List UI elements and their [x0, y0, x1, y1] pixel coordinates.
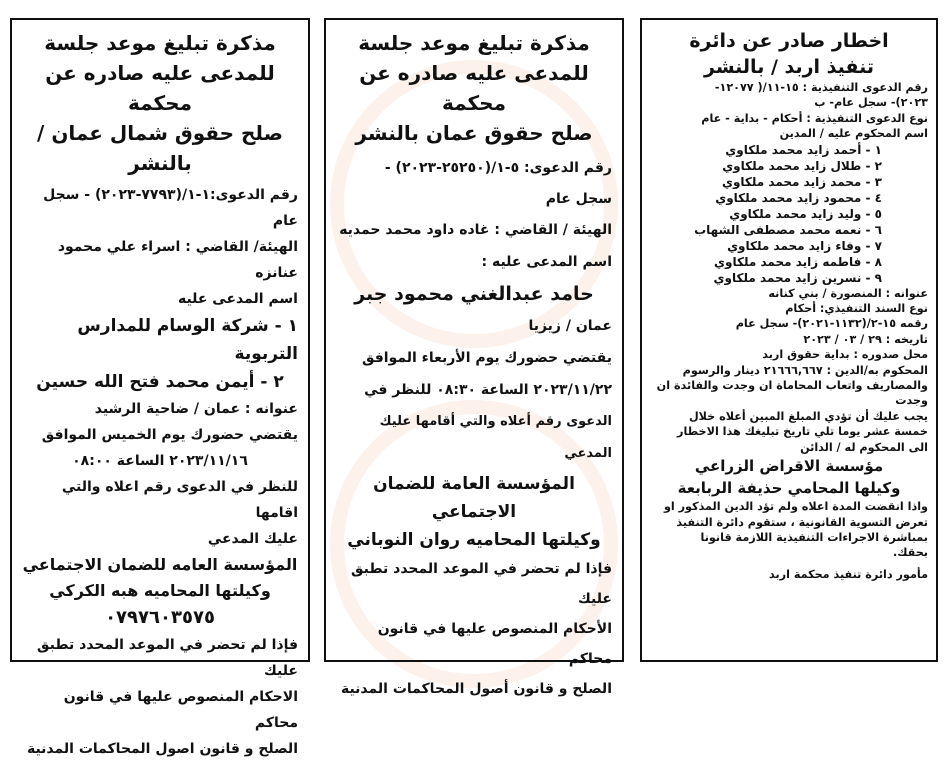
notice-north-amman [10, 18, 310, 757]
info-line: رقمه ١٥-٢/(١١٣٢-٢٠٢١)- سجل عام [735, 317, 928, 331]
phone-number: ٠٧٩٧٦٠٣٥٧٥ [105, 607, 215, 628]
notice-irbid-execution [640, 18, 938, 662]
case-number: سجل عام [545, 191, 612, 207]
defendant-name: ١ - شركة الوسام للمدارس التربوية [77, 316, 298, 364]
judge: الهيئة/ القاضي : اسراء علي محمود عنانزه [57, 239, 298, 281]
defendant-name: ٢ - أيمن محمد فتح الله حسين [36, 372, 284, 392]
debtor-name: ٢ - طلال زايد محمد ملكاوي [722, 158, 882, 173]
defendant-label: اسم المدعى عليه : [481, 254, 612, 270]
info-line: نوع الدعوى التنفيذية : أحكام - بداية - عام [701, 111, 928, 125]
judge: الهيئة / القاضي : غاده داود محمد حمديه [339, 222, 612, 238]
body-text: الدعوى رقم أعلاه والتي أقامها عليك المدعي [379, 414, 612, 461]
notice-title: صلح حقوق شمال عمان /بالنشر [37, 121, 283, 175]
notice-title: مذكرة تبليغ موعد جلسة [358, 31, 590, 55]
notice-title: للمدعى عليه صادره عن محكمة [359, 61, 589, 115]
info-line: بمباشرة الاجراءات التنفيذية اللازمة قانونا [700, 530, 928, 544]
info-line: عنوانه : المنصورة / بني كنانه [768, 286, 928, 300]
footer-text: فإذا لم تحضر في الموعد المحدد تطبق عليك [37, 637, 298, 679]
defendant-name: حامد عبدالغني محمود جبر [354, 283, 594, 305]
info-line: رقم الدعوى التنفيذية : ١٥-١١/( ١٢٠٧٧- [714, 81, 928, 94]
signature: مأمور دائرة تنفيذ محكمة اربد [769, 567, 928, 581]
plaintiff-lawyer: وكيلتها المحاميه روان النوباني [347, 530, 601, 550]
debtor-name: ٩ - نسرين زايد محمد ملكاوي [713, 270, 882, 285]
info-line: وجدت [895, 394, 928, 408]
creditor: مؤسسة الاقراض الزراعي [694, 457, 884, 476]
info-line: نوع السند التنفيذي: أحكام [785, 302, 928, 316]
notice-title: اخطار صادر عن دائرة [689, 30, 889, 52]
debtor-name: ٨ - فاطمه زايد محمد ملكاوي [714, 254, 882, 269]
debtor-name: ٥ - وليد زايد محمد ملكاوي [729, 206, 882, 221]
footer-text: الصلح و قانون اصول المحاكمات المدنية [26, 741, 298, 757]
notice-title: صلح حقوق عمان بالنشر [355, 121, 593, 145]
footer-text: الاحكام المنصوص عليها في قانون محاكم [63, 689, 298, 731]
debtor-name: ٦ - نعمه محمد مصطفى الشهاب [694, 222, 882, 237]
creditor-lawyer: وكيلها المحامي حذيفة الربابعة [677, 479, 901, 498]
info-line: خمسة عشر يوما تلي تاريخ تبليغك هذا الاخطار [677, 425, 928, 439]
notice-title: مذكرة تبليغ موعد جلسة [44, 31, 276, 55]
body-text: عليك المدعي [207, 531, 298, 547]
debtor-name: ٣ - محمد زايد محمد ملكاوي [721, 174, 882, 189]
debtor-name: ٤ - محمود زايد محمد ملكاوي [715, 190, 882, 205]
case-number: رقم الدعوى: ٥-١/(٢٥٢٥٠-٢٠٢٣) - [384, 160, 612, 176]
body-text: يقتضي حضورك يوم الأربعاء الموافق [361, 350, 612, 366]
body-text: ٢٠٢٣/١١/١٦ الساعة ٠٨:٠٠ [72, 453, 248, 469]
info-line: محل صدوره : بداية حقوق اربد [762, 348, 928, 362]
notice-title: تنفيذ اربد / بالنشر [704, 56, 874, 78]
address: عمان / زيزيا [528, 318, 612, 334]
plaintiff-lawyer: وكيلتها المحاميه هبه الكركي [49, 581, 271, 600]
body-text: يقتضي حضورك يوم الخميس الموافق [41, 427, 298, 443]
body-text: ٢٠٢٣/١١/٢٢ الساعة ٠٨:٣٠ للنظر في [364, 382, 612, 398]
info-line: المحكوم به/الدين : ٢١٦٦٦,٦٦٧ دينار والرسوم [682, 363, 928, 377]
info-line: الى المحكوم له / الدائن [800, 440, 928, 454]
notice-amman [324, 18, 624, 697]
info-line: تعرض التسوية القانونية ، ستقوم دائرة التنفيذ [676, 515, 928, 529]
defendant-label: اسم المدعى عليه [177, 291, 298, 307]
footer-text: الأحكام المنصوص عليها في قانون محاكم [377, 621, 612, 667]
info-line: واذا انقضت المدة اعلاه ولم تؤد الدين المذكور او [663, 500, 928, 514]
info-line: بحقك. [893, 546, 928, 560]
info-line: تاريخه : ٢٩ / ٠٣ / ٢٠٢٣ [803, 332, 928, 346]
debtor-name: ٧ - وفاء زايد محمد ملكاوي [727, 238, 882, 253]
notice-title: للمدعى عليه صادره عن محكمة [45, 61, 275, 115]
footer-text: الصلح و قانون أصول المحاكمات المدنية [340, 681, 612, 697]
address: عنوانه : عمان / ضاحية الرشيد [94, 401, 298, 417]
info-line: والمصاريف واتعاب المحاماة ان وجدت والفائدة ان [656, 379, 928, 393]
info-line: يجب عليك أن تؤدي المبلغ المبين أعلاه خلال [688, 409, 928, 423]
body-text: للنظر في الدعوى رقم اعلاه والتي اقامها [61, 479, 298, 521]
plaintiff: المؤسسة العامه للضمان الاجتماعي [22, 555, 298, 574]
debtor-name: ١ - أحمد زايد محمد ملكاوي [725, 142, 882, 157]
case-number: رقم الدعوى:١-١/(٧٧٩٣-٢٠٢٣) - سجل عام [43, 187, 298, 229]
plaintiff: المؤسسة العامة للضمان الاجتماعي [373, 474, 575, 522]
info-line: ٢٠٢٣)- سجل عام- ب [814, 96, 928, 110]
footer-text: فإذا لم تحضر في الموعد المحدد تطبق عليك [351, 561, 612, 607]
info-line: اسم المحكوم عليه / المدين [779, 127, 928, 141]
